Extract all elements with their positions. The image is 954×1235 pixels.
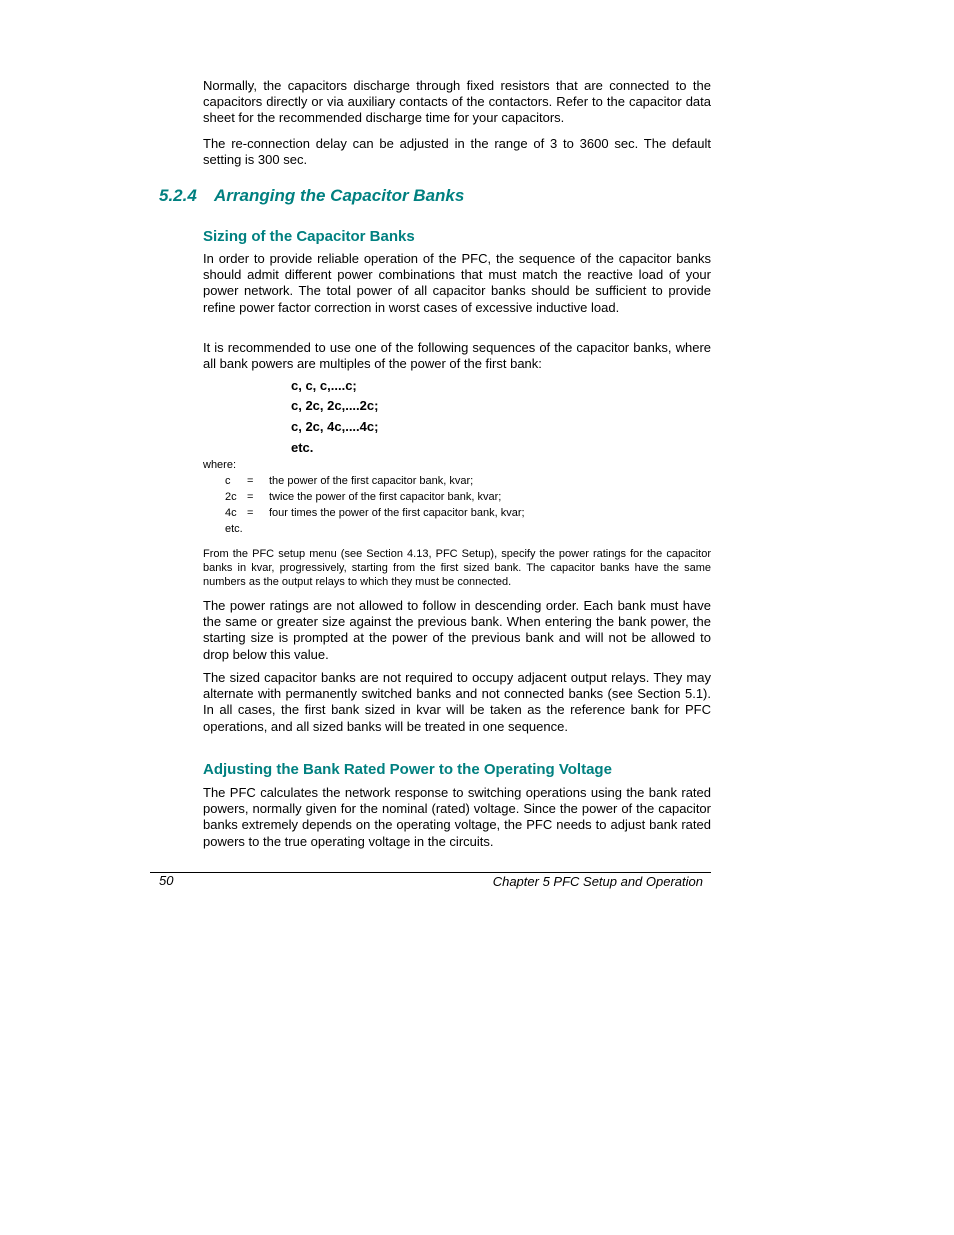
sizing-paragraph-3: From the PFC setup menu (see Section 4.13, PFC Setup), specify the power ratings for the capacitor banks in kvar, progressively, starting from the first sized bank. The capacitor banks have the same numbers as the output relays to which they must be connected. (203, 548, 711, 588)
footer-divider (150, 872, 711, 873)
definition-equals: = (247, 475, 254, 487)
sizing-paragraph-5: The sized capacitor banks are not required to occupy adjacent output relays. They may alternate with permanently switched banks and not connected banks (see Section 5.1). In all cases, the first bank sized in kvar will be taken as the reference bank for PFC operations, and all sized banks will be treated in one sequence. (203, 670, 711, 734)
sizing-paragraph-2: It is recommended to use one of the following sequences of the capacitor banks, where all bank powers are multiples of the power of the first bank: (203, 340, 711, 372)
sizing-heading: Sizing of the Capacitor Banks (203, 228, 415, 245)
sizing-paragraph-1: In order to provide reliable operation of the PFC, the sequence of the capacitor banks should admit different power combinations that must match the reactive load of your power network. The total power of all capacitor banks should be sufficient to provide refine power factor correction in worst cases of excessive inductive load. (203, 251, 711, 315)
section-heading (159, 186, 464, 206)
definition-symbol: c (225, 475, 231, 487)
sizing-paragraph-4: The power ratings are not allowed to follow in descending order. Each bank must have the same or greater size against the previous bank. When entering the bank power, the starting size is prompted at the power of the previous bank and will not be allowed to drop below this value. (203, 598, 711, 662)
definition-equals: = (247, 507, 254, 519)
definition-text: four times the power of the first capacitor bank, kvar; (269, 507, 525, 519)
section-number: 5.2.4 (159, 186, 197, 205)
definition-symbol: 2c (225, 491, 237, 503)
definition-symbol: 4c (225, 507, 237, 519)
where-label: where: (203, 459, 237, 471)
definition-text: the power of the first capacitor bank, kvar; (269, 475, 474, 487)
chapter-title: Chapter 5 PFC Setup and Operation (492, 874, 703, 889)
sequence-item: c, 2c, 4c,....4c; (291, 419, 379, 434)
intro-paragraph-1: Normally, the capacitors discharge through fixed resistors that are connected to the capacitors directly or via auxiliary contacts of the contactors. Refer to the capacitor data sheet for the recommended discharge time for your capacitors. (203, 78, 711, 126)
definition-text: twice the power of the first capacitor bank, kvar; (269, 491, 502, 503)
adjusting-paragraph-1: The PFC calculates the network response to switching operations using the bank rated powers, normally given for the nominal (rated) voltage. Since the power of the capacitor banks extremely depends on the operating voltage, the PFC needs to adjust bank rated powers to the true operating voltage in the circuits. (203, 785, 711, 849)
sequence-item: etc. (291, 440, 314, 455)
definition-equals: = (247, 491, 254, 503)
adjusting-heading: Adjusting the Bank Rated Power to the Operating Voltage (203, 761, 612, 778)
sequence-item: c, c, c,....c; (291, 378, 357, 393)
page-number: 50 (159, 873, 174, 888)
intro-paragraph-2: The re-connection delay can be adjusted in the range of 3 to 3600 sec. The default setting is 300 sec. (203, 136, 711, 168)
definition-symbol: etc. (225, 523, 243, 535)
sequence-item: c, 2c, 2c,....2c; (291, 398, 379, 413)
section-title: Arranging the Capacitor Banks (214, 186, 465, 205)
